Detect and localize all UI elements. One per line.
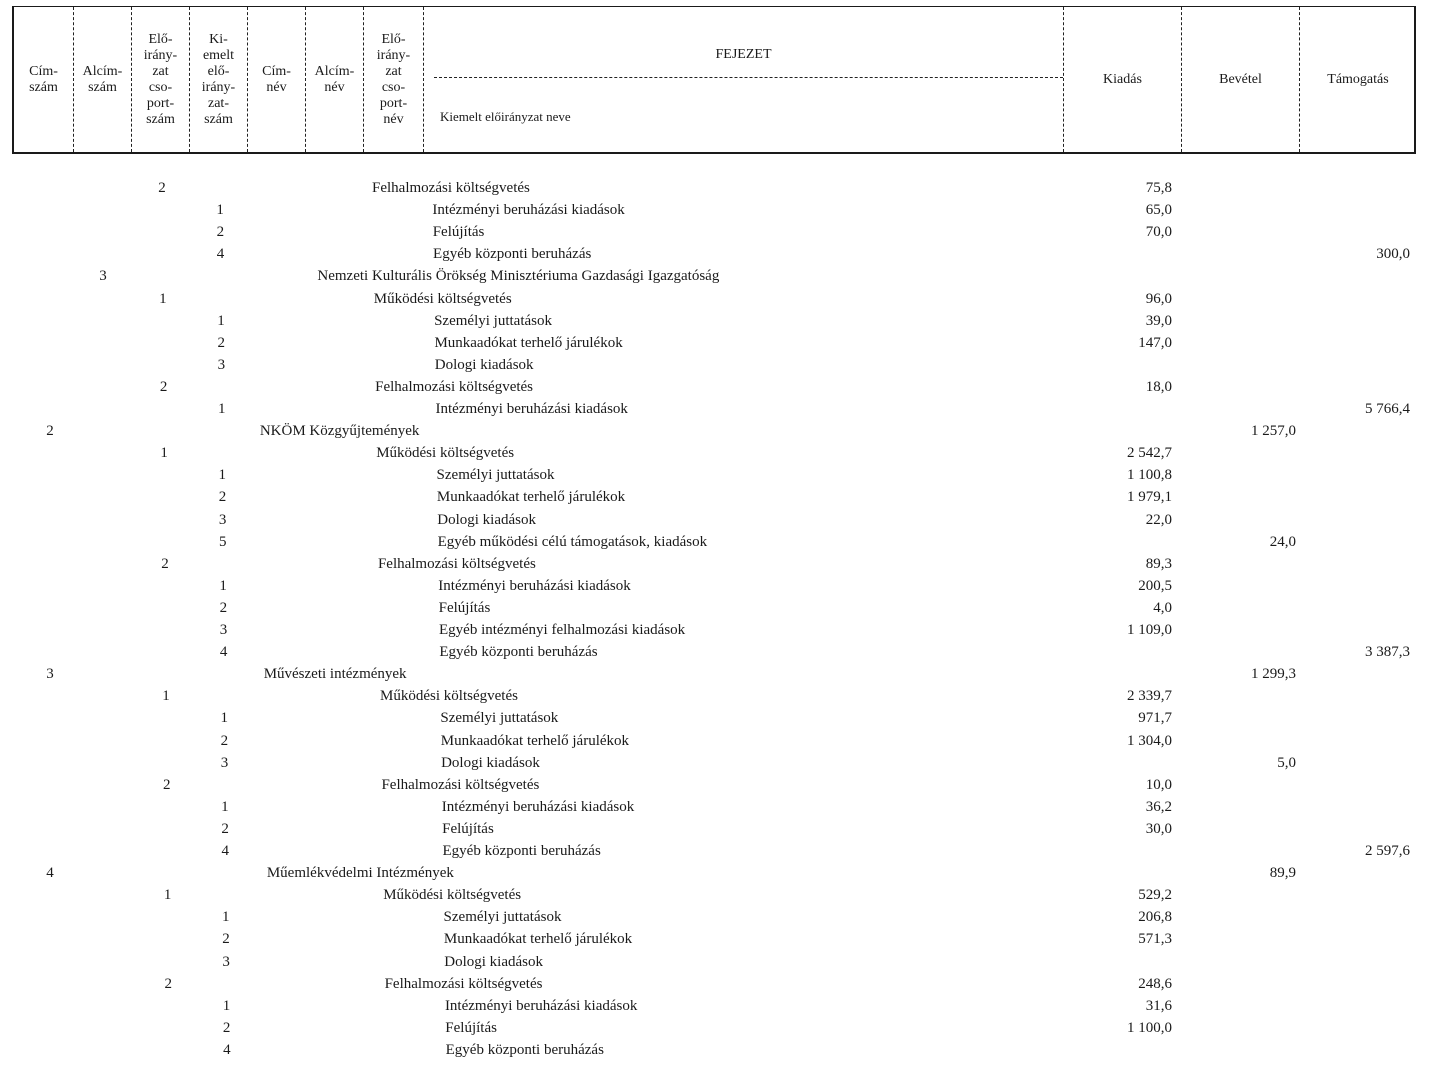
cell-kiadas: 147,0: [1138, 334, 1172, 351]
cell-kiem: 1: [222, 997, 231, 1014]
cell-kiem: 3: [222, 953, 230, 970]
cell-kiem: 3: [218, 511, 227, 528]
header-eloiranyzat-csoport-szam: Elő- irány- zat cso- port- szám: [132, 7, 190, 152]
cell-kiadas: 10,0: [1145, 776, 1172, 793]
table-row: [0, 489, 1430, 509]
header-cim-szam: Cím- szám: [14, 7, 74, 152]
cell-name: Felújítás: [438, 599, 491, 616]
cell-csop: 2: [158, 180, 166, 196]
cell-kiem: 1: [217, 312, 225, 329]
cell-name: Dologi kiadások: [437, 511, 536, 528]
cell-kiadas: 1 100,0: [1127, 1019, 1172, 1036]
cell-bevetel: 1 299,3: [1251, 666, 1296, 683]
cell-kiadas: 65,0: [1145, 202, 1172, 219]
cell-bevetel: 5,0: [1277, 754, 1296, 771]
cell-csop: 1: [162, 688, 170, 705]
table-row: [0, 268, 1430, 288]
cell-name: Intézményi beruházási kiadások: [432, 202, 625, 219]
cell-kiadas: 4,0: [1153, 599, 1172, 616]
cell-name: Működési költségvetés: [373, 290, 512, 307]
cell-kiem: 1: [218, 467, 227, 484]
cell-name: Személyi juttatások: [436, 467, 555, 484]
table-row: [0, 423, 1430, 443]
header-cim-nev: Cím- név: [248, 7, 306, 152]
header-fejezet: [424, 7, 1064, 152]
table-row: [0, 1042, 1430, 1062]
cell-csop: 1: [159, 290, 167, 307]
cell-kiem: 4: [223, 1041, 231, 1058]
table-row: [0, 666, 1430, 686]
cell-name: Felújítás: [445, 1019, 497, 1036]
table-row: [0, 467, 1430, 487]
table-row: [0, 799, 1430, 819]
table-row: [0, 512, 1430, 532]
table-row: [0, 644, 1430, 664]
cell-kiadas: 1 109,0: [1127, 622, 1172, 638]
cell-name: Munkaadókat terhelő járulékok: [434, 334, 623, 351]
cell-kiadas: 248,6: [1138, 975, 1172, 992]
table-row: [0, 909, 1430, 929]
cell-kiadas: 96,0: [1145, 290, 1172, 307]
table-row: [0, 622, 1430, 642]
header-tamogatas: Támogatás: [1327, 71, 1389, 87]
table-row: [0, 291, 1430, 311]
cell-kiem: 3: [219, 622, 228, 638]
cell-name: Művészeti intézmények: [263, 666, 407, 683]
table-row: [0, 733, 1430, 753]
table-row: [0, 578, 1430, 598]
table-row: [0, 556, 1430, 576]
table-row: [0, 1020, 1430, 1040]
cell-bevetel: 24,0: [1269, 533, 1296, 550]
cell-kiem: 5: [219, 533, 227, 550]
cell-name: Felhalmozási költségvetés: [384, 975, 543, 992]
table-row: [0, 843, 1430, 863]
cell-kiadas: 971,7: [1138, 710, 1172, 727]
cell-csop: 2: [162, 776, 171, 793]
cell-name: Személyi juttatások: [440, 710, 559, 727]
cell-name: Felhalmozási költségvetés: [372, 180, 530, 196]
header-kiadas: Kiadás: [1064, 7, 1182, 152]
cell-kiem: 1: [219, 577, 227, 594]
header-fejezet-title: FEJEZET: [715, 47, 772, 62]
cell-csop: 2: [164, 975, 173, 992]
table-row: [0, 821, 1430, 841]
cell-kiadas: 89,3: [1145, 555, 1172, 572]
cell-kiem: 2: [218, 489, 227, 506]
table-row: [0, 998, 1430, 1018]
table-row: [0, 887, 1430, 907]
cell-alcim: 3: [99, 268, 107, 285]
cell-kiem: 1: [220, 710, 228, 727]
cell-kiem: 2: [216, 224, 225, 241]
cell-name: Intézményi beruházási kiadások: [441, 798, 635, 815]
cell-kiadas: 22,0: [1145, 511, 1172, 528]
cell-kiem: 2: [217, 334, 225, 351]
cell-name: Egyéb intézményi felhalmozási kiadások: [439, 622, 686, 638]
cell-kiadas: 1 979,1: [1127, 489, 1172, 506]
cell-name: Felhalmozási költségvetés: [375, 378, 534, 395]
header-kiemelt-eloiranyzat-neve: Kiemelt előirányzat neve: [440, 109, 571, 124]
table-row: [0, 445, 1430, 465]
cell-kiem: 1: [222, 909, 230, 926]
cell-tamogatas: 5 766,4: [1365, 401, 1410, 417]
cell-kiem: 1: [216, 202, 224, 219]
cell-name: Műemlékvédelmi Intézmények: [266, 865, 454, 882]
table-header: [12, 6, 1416, 154]
table-row: [0, 865, 1430, 885]
cell-kiem: 1: [221, 798, 229, 815]
cell-name: Egyéb központi beruházás: [439, 644, 598, 661]
cell-kiem: 4: [221, 843, 229, 859]
table-row: [0, 202, 1430, 222]
cell-kiadas: 206,8: [1138, 909, 1172, 926]
cell-kiadas: 1 100,8: [1127, 467, 1172, 484]
cell-kiadas: 2 542,7: [1127, 445, 1172, 462]
cell-kiadas: 571,3: [1138, 931, 1172, 948]
cell-cim: 3: [46, 666, 54, 683]
header-eloiranyzat-csoport-nev: Elő- irány- zat cso- port- név: [364, 7, 424, 152]
cell-name: Egyéb központi beruházás: [442, 843, 601, 859]
cell-name: Egyéb működési célú támogatások, kiadások: [437, 533, 708, 550]
cell-name: NKÖM Közgyűjtemények: [259, 423, 420, 440]
cell-csop: 2: [161, 555, 169, 572]
cell-tamogatas: 3 387,3: [1365, 644, 1410, 661]
table-row: [0, 710, 1430, 730]
cell-kiadas: 1 304,0: [1127, 732, 1172, 749]
cell-name: Dologi kiadások: [434, 356, 534, 373]
cell-name: Munkaadókat terhelő járulékok: [443, 931, 633, 948]
table-row: [0, 180, 1430, 200]
cell-name: Nemzeti Kulturális Örökség Minisztériuma Gazdasági Igazgatóság: [317, 268, 720, 285]
header-fejezet-divider: [434, 77, 1063, 78]
cell-name: Egyéb központi beruházás: [433, 246, 592, 263]
cell-kiem: 4: [216, 246, 225, 263]
cell-kiadas: 31,6: [1145, 997, 1172, 1014]
cell-name: Munkaadókat terhelő járulékok: [436, 489, 626, 506]
cell-name: Egyéb központi beruházás: [445, 1041, 604, 1058]
header-bevetel: Bevétel: [1182, 7, 1300, 152]
cell-kiadas: 529,2: [1138, 887, 1172, 904]
cell-name: Intézményi beruházási kiadások: [435, 401, 628, 417]
table-row: [0, 688, 1430, 708]
table-row: [0, 931, 1430, 951]
cell-name: Dologi kiadások: [444, 953, 543, 970]
table-row: [0, 954, 1430, 974]
cell-name: Felhalmozási költségvetés: [381, 776, 540, 793]
table-row: [0, 600, 1430, 620]
cell-kiem: 2: [222, 931, 230, 948]
cell-name: Működési költségvetés: [380, 688, 518, 705]
cell-name: Intézményi beruházási kiadások: [438, 577, 631, 594]
cell-kiem: 3: [220, 754, 229, 771]
cell-cim: 2: [46, 423, 54, 440]
header-alcim-nev: Alcím- név: [306, 7, 364, 152]
header-alcim-szam: Alcím- szám: [74, 7, 132, 152]
cell-name: Munkaadókat terhelő járulékok: [440, 732, 630, 749]
table-row: [0, 335, 1430, 355]
table-row: [0, 379, 1430, 399]
cell-tamogatas: 300,0: [1376, 246, 1410, 263]
cell-bevetel: 89,9: [1269, 865, 1296, 882]
cell-name: Személyi juttatások: [443, 909, 562, 926]
cell-name: Személyi juttatások: [434, 312, 552, 329]
table-row: [0, 246, 1430, 266]
cell-kiem: 2: [219, 599, 228, 616]
table-row: [0, 777, 1430, 797]
cell-cim: 4: [46, 865, 54, 882]
cell-kiem: 4: [219, 644, 228, 661]
cell-kiem: 3: [217, 356, 226, 373]
header-kiemelt-eloiranyzat-szam: Ki- emelt elő- irány- zat- szám: [190, 7, 248, 152]
cell-kiadas: 18,0: [1145, 378, 1172, 395]
cell-kiadas: 200,5: [1138, 577, 1172, 594]
cell-csop: 2: [159, 378, 168, 395]
cell-name: Működési költségvetés: [383, 887, 522, 904]
table-row: [0, 755, 1430, 775]
cell-kiadas: 2 339,7: [1127, 688, 1172, 705]
cell-kiadas: 36,2: [1145, 798, 1172, 815]
table-row: [0, 224, 1430, 244]
cell-kiadas: 39,0: [1145, 312, 1172, 329]
cell-kiem: 2: [222, 1019, 231, 1036]
cell-name: Felhalmozási költségvetés: [377, 555, 536, 572]
cell-tamogatas: 2 597,6: [1365, 843, 1410, 859]
cell-name: Működési költségvetés: [376, 445, 515, 462]
table-row: [0, 357, 1430, 377]
cell-kiadas: 75,8: [1145, 180, 1172, 196]
table-row: [0, 976, 1430, 996]
table-row: [0, 313, 1430, 333]
cell-name: Intézményi beruházási kiadások: [444, 997, 638, 1014]
cell-name: Felújítás: [432, 224, 485, 241]
cell-kiem: 2: [221, 820, 229, 837]
cell-kiadas: 30,0: [1145, 820, 1172, 837]
cell-kiadas: 70,0: [1145, 224, 1172, 241]
cell-bevetel: 1 257,0: [1251, 423, 1296, 440]
cell-csop: 1: [160, 445, 168, 462]
cell-name: Dologi kiadások: [441, 754, 540, 771]
cell-kiem: 1: [218, 401, 226, 417]
table-row: [0, 401, 1430, 421]
cell-csop: 1: [163, 887, 172, 904]
cell-kiem: 2: [220, 732, 229, 749]
cell-name: Felújítás: [442, 820, 494, 837]
table-row: [0, 534, 1430, 554]
